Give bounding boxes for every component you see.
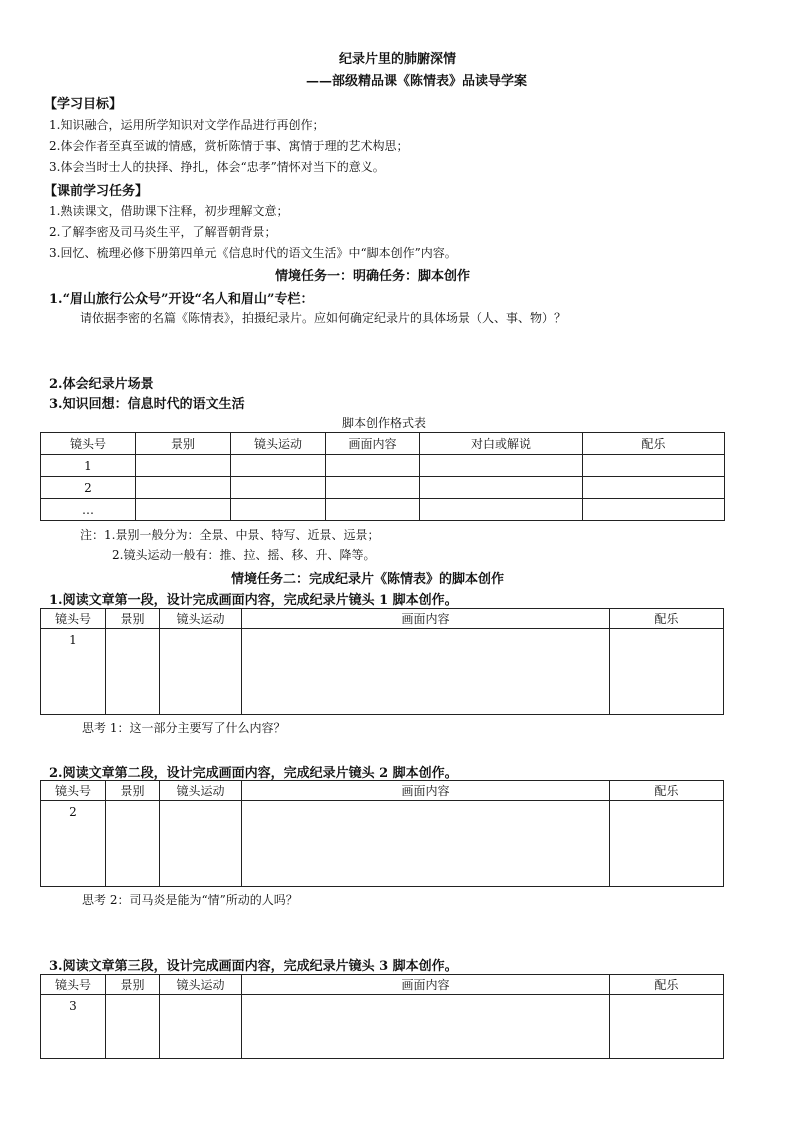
pretask-item: 2.了解李密及司马炎生平，了解晋朝背景； <box>49 225 277 239</box>
table-cell[interactable] <box>583 499 725 521</box>
table-cell[interactable] <box>326 455 420 477</box>
think-question: 思考 2：司马炎是能为“情”所动的人吗？ <box>82 893 298 907</box>
table-cell[interactable] <box>106 629 160 715</box>
table-cell[interactable] <box>231 499 326 521</box>
table-cell-shot: 1 <box>41 629 106 715</box>
shot-table-2 <box>40 780 724 887</box>
task2-part-heading: 3.阅读文章第三段，设计完成画面内容，完成纪录片镜头 3 脚本创作。 <box>49 959 458 974</box>
table-header: 镜头运动 <box>160 781 242 801</box>
table-cell-shot: 3 <box>41 995 106 1059</box>
table-cell[interactable] <box>242 801 610 887</box>
goals-heading: 【学习目标】 <box>44 97 123 112</box>
table-cell[interactable] <box>610 801 724 887</box>
task2-part-heading: 2.阅读文章第二段，设计完成画面内容，完成纪录片镜头 2 脚本创作。 <box>49 766 458 781</box>
pretask-item: 3.回忆、梳理必修下册第四单元《信息时代的语文生活》中“脚本创作”内容。 <box>49 246 457 260</box>
table-header: 景别 <box>106 781 160 801</box>
table-cell[interactable] <box>242 995 610 1059</box>
shot-table-1 <box>40 608 724 715</box>
pretask-item: 1.熟读课文，借助课下注释，初步理解文意； <box>49 204 289 218</box>
doc-subtitle: ——部级精品课《陈情表》品读导学案 <box>306 74 528 89</box>
table-header: 对白或解说 <box>420 433 583 455</box>
table-header: 配乐 <box>610 781 724 801</box>
task2-heading: 情境任务二：完成纪录片《陈情表》的脚本创作 <box>231 572 505 587</box>
table-cell[interactable] <box>583 477 725 499</box>
script-format-table <box>40 432 725 521</box>
table-header: 镜头运动 <box>160 609 242 629</box>
task2-part-heading: 1.阅读文章第一段，设计完成画面内容，完成纪录片镜头 1 脚本创作。 <box>49 593 458 608</box>
table-cell-shot: 2 <box>41 477 136 499</box>
pretask-heading: 【课前学习任务】 <box>44 184 149 199</box>
table-cell-shot: 1 <box>41 455 136 477</box>
table-header: 镜头号 <box>41 781 106 801</box>
note-2: 2.镜头运动一般有：推、拉、摇、移、升、降等。 <box>112 548 376 562</box>
table-header: 景别 <box>136 433 231 455</box>
table-cell[interactable] <box>610 629 724 715</box>
table-cell-shot: 2 <box>41 801 106 887</box>
table-header: 景别 <box>106 975 160 995</box>
table-cell[interactable] <box>136 455 231 477</box>
doc-title: 纪录片里的肺腑深情 <box>339 52 457 67</box>
table-cell[interactable] <box>610 995 724 1059</box>
table-cell[interactable] <box>420 477 583 499</box>
table-header: 镜头号 <box>41 433 136 455</box>
table-cell[interactable] <box>420 455 583 477</box>
task1-question-2: 2.体会纪录片场景 <box>49 377 154 392</box>
table-cell[interactable] <box>160 801 242 887</box>
task1-heading: 情境任务一：明确任务：脚本创作 <box>275 269 471 284</box>
task1-question-1: 1.“眉山旅行公众号”开设“名人和眉山”专栏： <box>49 292 314 307</box>
table-cell[interactable] <box>583 455 725 477</box>
note-1: 注：1.景别一般分为：全景、中景、特写、近景、远景； <box>80 528 380 542</box>
table-cell[interactable] <box>420 499 583 521</box>
table-cell[interactable] <box>326 477 420 499</box>
table-cell[interactable] <box>160 629 242 715</box>
table-header: 画面内容 <box>242 781 610 801</box>
goal-item: 1.知识融合，运用所学知识对文学作品进行再创作； <box>49 118 325 132</box>
table-cell[interactable] <box>136 499 231 521</box>
task1-question-3: 3.知识回想：信息时代的语文生活 <box>49 397 245 412</box>
goal-item: 2.体会作者至真至诚的情感，赏析陈情于事、寓情于理的艺术构思； <box>49 139 409 153</box>
task1-question-1-desc: 请依据李密的名篇《陈情表》，拍摄纪录片。应如何确定纪录片的具体场景（人、事、物）？ <box>80 311 567 325</box>
goal-item: 3.体会当时士人的抉择、挣扎，体会“忠孝”情怀对当下的意义。 <box>49 160 385 174</box>
table-header: 景别 <box>106 609 160 629</box>
table-header: 配乐 <box>583 433 725 455</box>
shot-table-3 <box>40 974 724 1059</box>
table-header: 配乐 <box>610 609 724 629</box>
table-header: 画面内容 <box>242 609 610 629</box>
table-cell-shot: … <box>41 499 136 521</box>
table-header: 画面内容 <box>326 433 420 455</box>
think-question: 思考 1：这一部分主要写了什么内容？ <box>82 721 286 735</box>
table-caption: 脚本创作格式表 <box>342 416 427 430</box>
table-header: 镜头号 <box>41 975 106 995</box>
table-header: 镜头运动 <box>231 433 326 455</box>
table-cell[interactable] <box>160 995 242 1059</box>
table-cell[interactable] <box>106 801 160 887</box>
table-header: 镜头号 <box>41 609 106 629</box>
table-cell[interactable] <box>242 629 610 715</box>
table-cell[interactable] <box>106 995 160 1059</box>
table-header: 配乐 <box>610 975 724 995</box>
table-cell[interactable] <box>136 477 231 499</box>
table-cell[interactable] <box>326 499 420 521</box>
table-cell[interactable] <box>231 477 326 499</box>
table-cell[interactable] <box>231 455 326 477</box>
table-header: 画面内容 <box>242 975 610 995</box>
table-header: 镜头运动 <box>160 975 242 995</box>
